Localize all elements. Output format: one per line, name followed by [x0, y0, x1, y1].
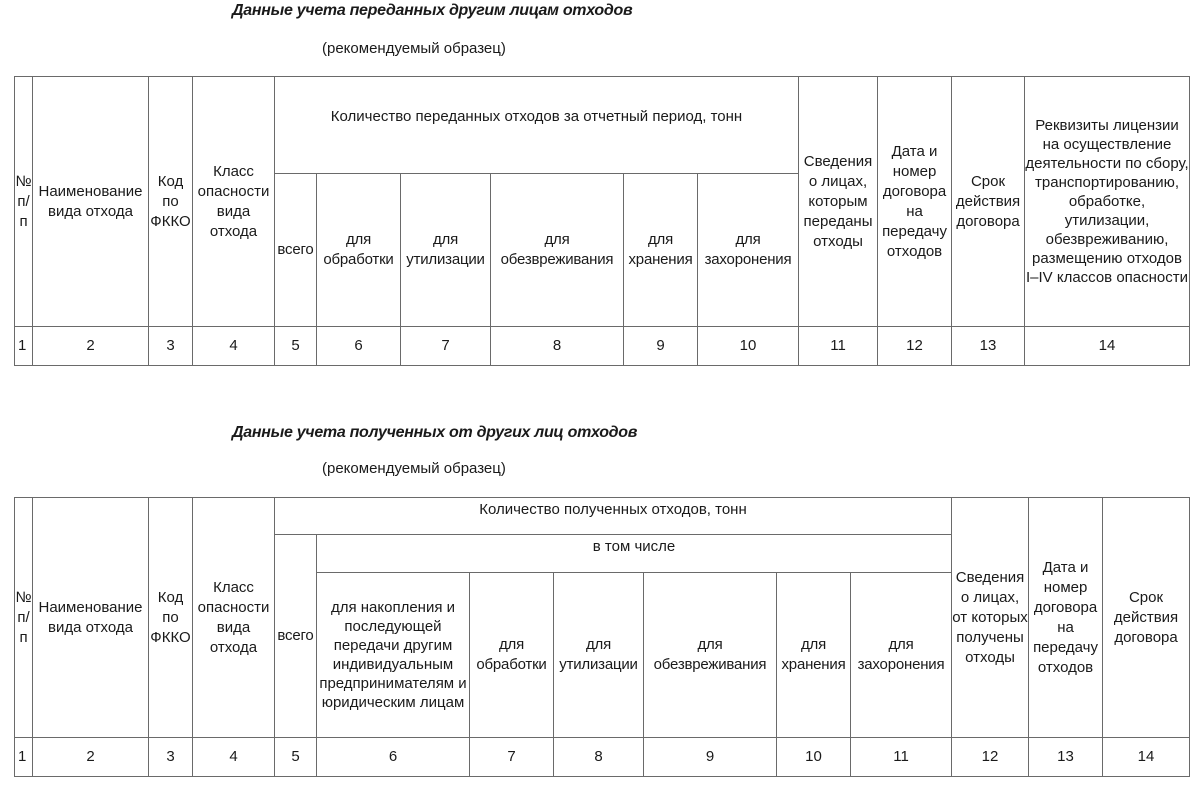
column-number: 4 — [193, 738, 275, 777]
column-number: 4 — [193, 327, 275, 366]
header-senders-info: Сведения о лицах, от которых получены отходы — [952, 498, 1029, 738]
column-number: 2 — [33, 327, 149, 366]
header-total: всего — [275, 535, 317, 738]
column-number: 5 — [275, 738, 317, 777]
header-for-burial: для захоронения — [698, 174, 799, 327]
column-number: 12 — [878, 327, 952, 366]
header-quantity-group: Количество полученных отходов, тонн — [275, 498, 952, 535]
header-recipients-info: Сведения о лицах, которым переданы отходы — [799, 77, 878, 327]
header-fkko-code: Код по ФККО — [149, 77, 193, 327]
header-license-details: Реквизиты лицензии на осуществление деятельности по сбору, транспортированию, обработке, утилизации, обезвреживанию, размещению отходов I–IV классов опасности — [1025, 77, 1190, 327]
header-for-utilization: для утилизации — [554, 573, 644, 738]
header-total: всего — [275, 174, 317, 327]
column-number: 6 — [317, 738, 470, 777]
column-number: 10 — [698, 327, 799, 366]
column-number: 8 — [491, 327, 624, 366]
column-number: 9 — [644, 738, 777, 777]
column-number: 3 — [149, 327, 193, 366]
header-quantity-group: Количество переданных отходов за отчетный период, тонн — [275, 77, 799, 174]
column-number: 14 — [1025, 327, 1190, 366]
column-number: 9 — [624, 327, 698, 366]
header-for-processing: для обработки — [317, 174, 401, 327]
header-for-burial: для захоронения — [851, 573, 952, 738]
column-number: 7 — [401, 327, 491, 366]
column-number: 8 — [554, 738, 644, 777]
column-number: 1 — [15, 327, 33, 366]
header-hazard-class: Класс опасности вида отхода — [193, 498, 275, 738]
column-number: 5 — [275, 327, 317, 366]
header-fkko-code: Код по ФККО — [149, 498, 193, 738]
column-number: 6 — [317, 327, 401, 366]
column-number: 3 — [149, 738, 193, 777]
column-number: 11 — [851, 738, 952, 777]
column-number: 10 — [777, 738, 851, 777]
header-hazard-class: Класс опасности вида отхода — [193, 77, 275, 327]
table2-title: Данные учета полученных от других лиц отходов — [232, 424, 638, 441]
header-waste-name: Наименование вида отхода — [33, 498, 149, 738]
table1-subtitle: (рекомендуемый образец) — [322, 40, 506, 57]
table1-title: Данные учета переданных другим лицам отходов — [232, 2, 633, 19]
header-for-neutralization: для обезвреживания — [644, 573, 777, 738]
table2-subtitle: (рекомендуемый образец) — [322, 460, 506, 477]
header-for-processing: для обработки — [470, 573, 554, 738]
table2-received-waste — [14, 497, 1190, 777]
column-number: 2 — [33, 738, 149, 777]
column-number: 13 — [952, 327, 1025, 366]
header-num: № п/п — [15, 77, 33, 327]
header-for-storage: для хранения — [777, 573, 851, 738]
table1-transferred-waste — [14, 76, 1190, 366]
header-for-utilization: для утилизации — [401, 174, 491, 327]
column-number: 1 — [15, 738, 33, 777]
column-number: 12 — [952, 738, 1029, 777]
header-for-neutralization: для обезвреживания — [491, 174, 624, 327]
header-for-storage: для хранения — [624, 174, 698, 327]
column-number-row — [15, 738, 1190, 777]
header-contract-date-number: Дата и номер договора на передачу отходов — [1029, 498, 1103, 738]
header-waste-name: Наименование вида отхода — [33, 77, 149, 327]
column-number: 11 — [799, 327, 878, 366]
header-contract-term: Срок действия договора — [952, 77, 1025, 327]
header-contract-term: Срок действия договора — [1103, 498, 1190, 738]
column-number: 14 — [1103, 738, 1190, 777]
column-number: 7 — [470, 738, 554, 777]
header-including: в том числе — [317, 535, 952, 573]
header-for-accumulation: для накопления и последующей передачи другим индивидуальным предпринимателям и юридическим лицам — [317, 573, 470, 738]
column-number: 13 — [1029, 738, 1103, 777]
column-number-row — [15, 327, 1190, 366]
header-num: № п/п — [15, 498, 33, 738]
header-contract-date-number: Дата и номер договора на передачу отходов — [878, 77, 952, 327]
